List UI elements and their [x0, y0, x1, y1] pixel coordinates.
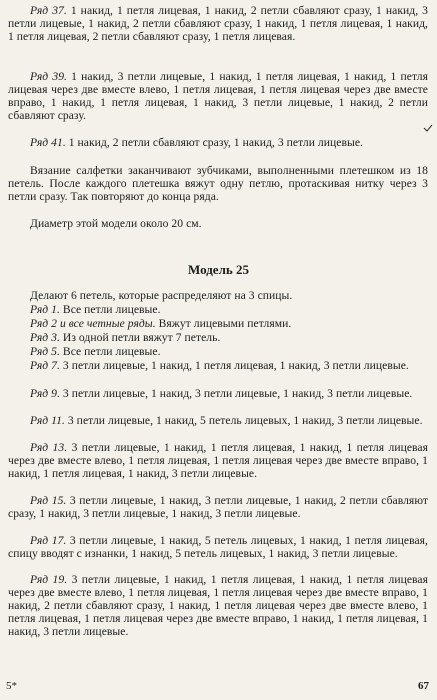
row-3-label: Ряд 3.	[30, 331, 60, 344]
intro-paragraph: Делают 6 петель, которые распределяют на 3 спицы.	[30, 289, 293, 302]
row-7-text: 3 петли лицевые, 1 накид, 1 петля лицевая, 1 накид, 3 петли лицевые.	[62, 359, 409, 372]
row-41-text: 1 накид, 2 петли сбавляют сразу, 1 накид, 3 петли лицевые.	[68, 136, 363, 149]
row-2-label: Ряд 2 и все четные ряды.	[30, 317, 156, 330]
row-41-paragraph	[8, 136, 428, 149]
row-17-text: 3 петли лицевые, 1 накид, 5 петель лицевых, 1 накид, 1 петля лицевая, спицу вводят с изнанки, 1 накид, 5 петель лицевых, 1 накид, 3 петли лицевые.	[8, 534, 429, 561]
row-19-paragraph	[8, 573, 428, 638]
row-13-paragraph	[8, 441, 428, 480]
row-11-paragraph	[8, 414, 428, 427]
row-37-text: 1 накид, 1 петля лицевая, 1 накид, 2 петли сбавляют сразу, 1 накид, 3 петли лицевые, 1 накид, 2 петли сбавляют сразу, 1 накид, 1 петля лицевая, 1 накид, 1 петля лицевая, 2 петли сбавляют сразу, 1 петля лицевая.	[8, 4, 428, 44]
row-11-text: 3 петли лицевые, 1 накид, 5 петель лицевых, 1 накид, 3 петли лицевые.	[67, 414, 423, 427]
row-1-paragraph	[8, 303, 428, 316]
row-39-text: 1 накид, 3 петли лицевые, 1 накид, 1 петля лицевая, 1 накид, 1 петля лицевая через две вместе влево, 1 петля лицевая, 1 петля лицевая через две вместе вправо, 1 накид, 1 петля лицевая, 1 накид, 3 петли лицевые, 1 накид, 2 петли сбавляют сразу.	[8, 70, 428, 123]
row-15-paragraph	[8, 494, 428, 520]
row-2-paragraph	[8, 317, 428, 330]
row-7-label: Ряд 7.	[30, 359, 60, 372]
row-1-text: Все петли лицевые.	[62, 303, 161, 316]
row-17-label: Ряд 17.	[30, 534, 67, 547]
row-7-paragraph	[8, 359, 428, 372]
row-5-paragraph	[8, 345, 428, 358]
row-41-label: Ряд 41.	[30, 136, 66, 149]
row-19-label: Ряд 19.	[30, 573, 68, 586]
row-37-paragraph	[8, 4, 428, 43]
row-17-paragraph	[8, 534, 428, 560]
row-11-label: Ряд 11.	[30, 414, 65, 427]
row-39-paragraph	[8, 70, 428, 122]
row-9-label: Ряд 9.	[30, 387, 60, 400]
row-13-label: Ряд 13.	[30, 441, 68, 454]
signature-mark: 5*	[6, 680, 17, 692]
row-15-label: Ряд 15.	[30, 494, 67, 507]
page-number: 67	[418, 680, 429, 692]
row-3-paragraph	[8, 331, 428, 344]
row-39-label: Ряд 39.	[30, 70, 67, 83]
row-13-text: 3 петли лицевые, 1 накид, 1 петля лицевая, 1 накид, 1 петля лицевая через две вместе влево, 1 петля лицевая, 1 петля лицевая через две вместе вправо, 1 накид, 1 петля лицевая, 1 накид, 3 петли лицевые.	[8, 441, 428, 481]
row-15-text: 3 петли лицевые, 1 накид, 3 петли лицевые, 1 накид, 2 петли сбавляют сразу, 1 накид, 3 петли лицевые, 1 накид, 3 петли лицевые.	[8, 494, 428, 521]
row-9-text: 3 петли лицевые, 1 накид, 3 петли лицевые, 1 накид, 3 петли лицевые.	[62, 387, 413, 400]
row-2-text: Вяжут лицевыми петлями.	[158, 317, 292, 330]
row-9-paragraph	[8, 387, 428, 400]
pencil-check-mark-icon	[423, 123, 433, 133]
row-3-text: Из одной петли вяжут 7 петель.	[62, 331, 221, 344]
diameter-paragraph: Диаметр этой модели около 20 см.	[30, 217, 202, 230]
row-5-label: Ряд 5.	[30, 345, 60, 358]
row-19-text: 3 петли лицевые, 1 накид, 1 петля лицевая, 1 накид, 1 петля лицевая через две вместе влево, 1 петля лицевая, 1 петля лицевая через две вместе вправо, 1 накид, 2 петли сбавляют сразу, 1 накид, 1 петля лицевая через две вместе влево, 1 петля лицевая, 1 петля лицевая через две вместе вправо, 1 накид, 1 петля лицевая, 1 накид, 3 петли лицевые.	[8, 573, 428, 639]
finishing-paragraph: Вязание салфетки заканчивают зубчиками, выполненными плетешком из 18 петель. После каждого плетешка вяжут одну петлю, протаскивая нитку через 3 петли сразу. Так повторяют до конца ряда.	[8, 164, 428, 204]
row-5-text: Все петли лицевые.	[62, 345, 161, 358]
row-1-label: Ряд 1.	[30, 303, 60, 316]
row-37-label: Ряд 37.	[30, 4, 67, 17]
model-title: Модель 25	[188, 262, 249, 277]
